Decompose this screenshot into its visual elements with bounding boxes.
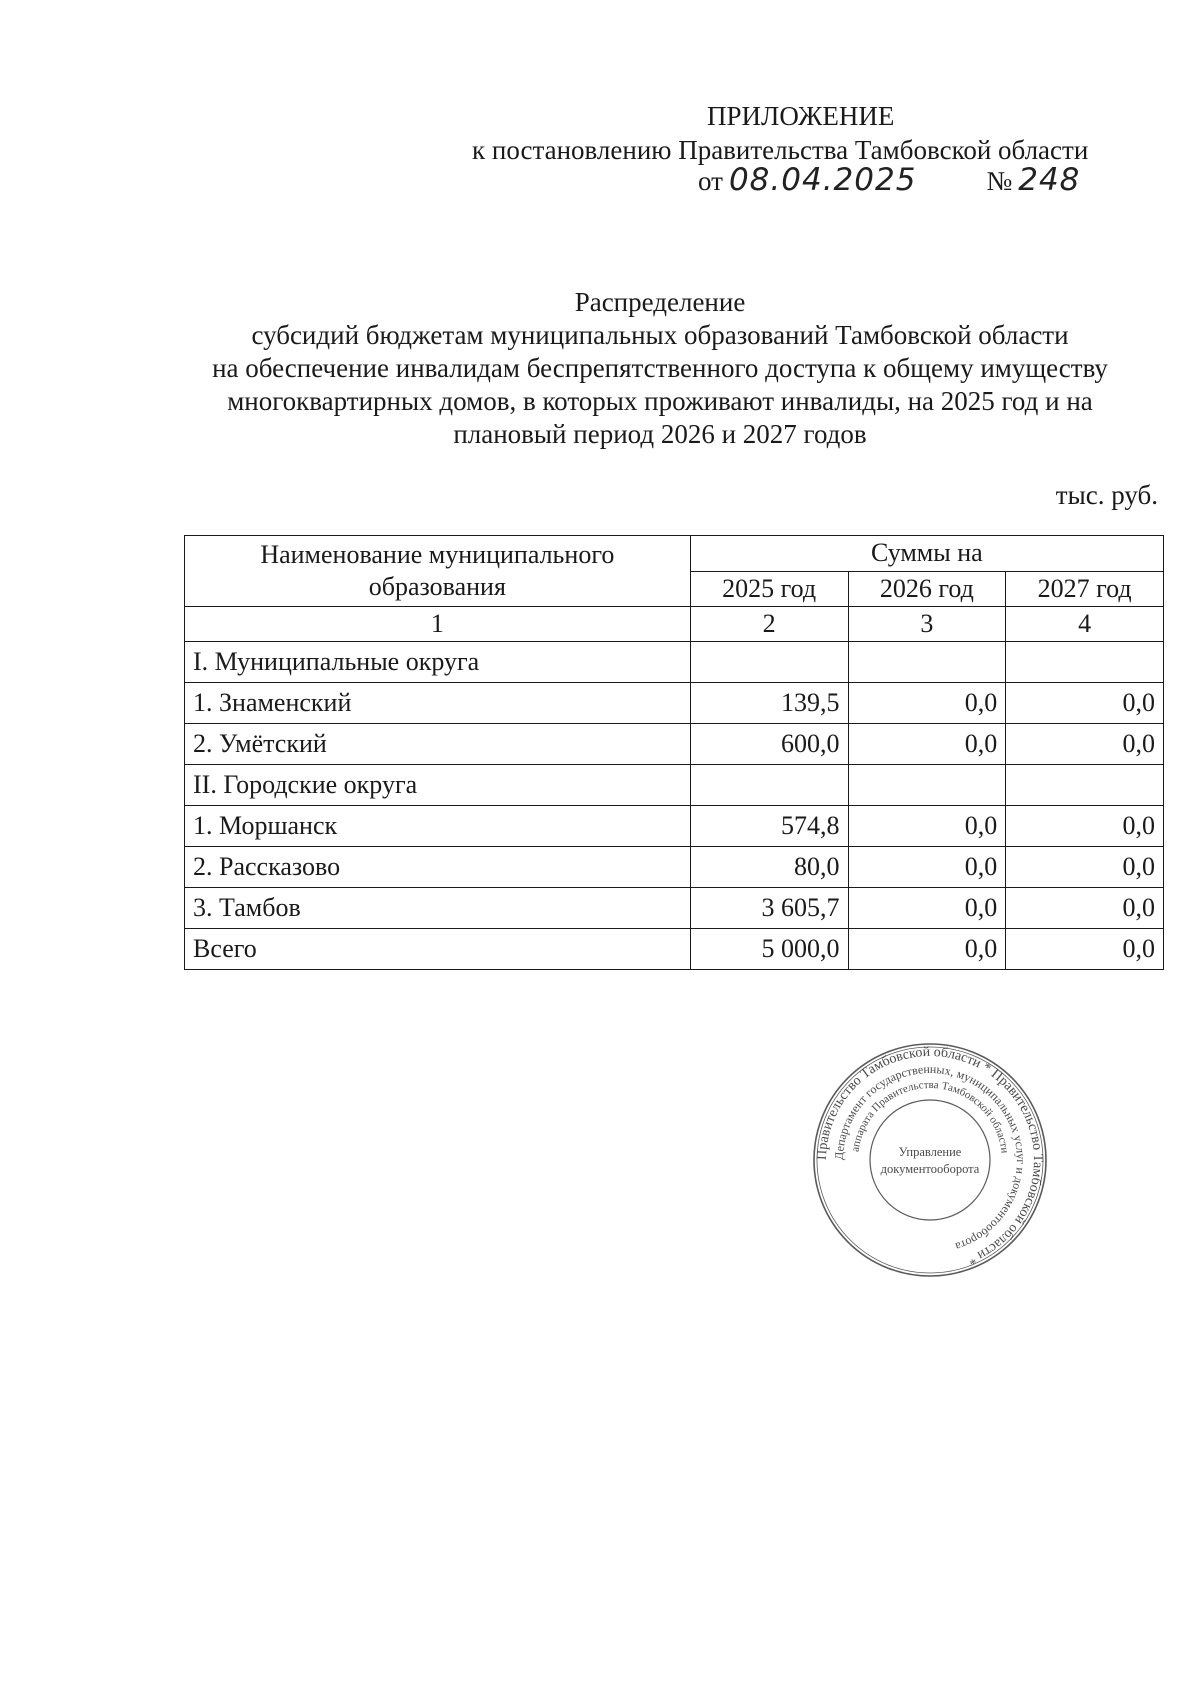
distribution-table [184,535,1164,970]
stamp-outer-text: Правительство Тамбовской области * Правительство Тамбовской области * [814,1044,1046,1268]
appendix-title: ПРИЛОЖЕНИЕ [707,101,895,131]
table-row-total [185,929,1164,970]
row-value-2026 [848,642,1006,683]
units-label: тыс. руб. [1055,480,1158,510]
stamp-middle-text: Департамент государственных, муниципальных услуг и документооборота [831,1061,1029,1254]
table-header-row [185,536,1164,572]
row-value-2025: 600,0 [690,724,848,765]
stamp-inner-text: аппарата Правительства Тамбовской области [849,1078,1011,1155]
appendix-reference: к постановлению Правительства Тамбовской области [472,135,1089,165]
row-value-2027 [1006,765,1164,806]
row-name: 1. Моршанск [185,806,691,847]
title-line-2: субсидий бюджетам муниципальных образований Тамбовской области [251,320,1069,350]
header-year-2026: 2026 год [848,571,1006,607]
row-name: 2. Умётский [185,724,691,765]
row-name: I. Муниципальные округа [185,642,691,683]
row-value-2027: 0,0 [1006,724,1164,765]
row-name: 3. Тамбов [185,888,691,929]
table-row [185,806,1164,847]
row-name: 2. Рассказово [185,847,691,888]
title-line-4: многоквартирных домов, в которых проживают инвалиды, на 2025 год и на [227,386,1093,416]
row-value-2025 [690,765,848,806]
row-value-2026: 0,0 [848,929,1006,970]
row-value-2025: 574,8 [690,806,848,847]
header-municipality-name: Наименование муниципального образования [185,536,691,607]
document-title [180,286,1140,451]
date-prefix: от [698,166,723,196]
row-name: Всего [185,929,691,970]
row-value-2026: 0,0 [848,888,1006,929]
row-value-2025: 3 605,7 [690,888,848,929]
header-year-2025: 2025 год [690,571,848,607]
header-sums: Суммы на [690,536,1163,572]
row-value-2027: 0,0 [1006,806,1164,847]
row-name: 1. Знаменский [185,683,691,724]
row-value-2027 [1006,642,1164,683]
table-row [185,642,1164,683]
table-row [185,888,1164,929]
handwritten-date: 08.04.2025 [728,162,917,198]
number-sign: № [986,166,1013,196]
row-value-2026: 0,0 [848,806,1006,847]
table-row [185,765,1164,806]
row-value-2026: 0,0 [848,847,1006,888]
row-name: II. Городские округа [185,765,691,806]
table-row [185,847,1164,888]
row-value-2026: 0,0 [848,724,1006,765]
table-column-numbers-row [185,607,1164,642]
row-value-2027: 0,0 [1006,847,1164,888]
title-line-5: плановый период 2026 и 2027 годов [453,419,867,449]
row-value-2025: 5 000,0 [690,929,848,970]
row-value-2027: 0,0 [1006,888,1164,929]
row-value-2026 [848,765,1006,806]
stamp-inner-border [870,1100,990,1220]
row-value-2025: 80,0 [690,847,848,888]
row-value-2027: 0,0 [1006,683,1164,724]
table-row [185,724,1164,765]
title-line-1: Распределение [574,287,746,317]
stamp-graphic [812,1042,1048,1278]
official-stamp [812,1042,1048,1278]
table-row [185,683,1164,724]
title-line-3: на обеспечение инвалидам беспрепятственного доступа к общему имуществу [212,353,1108,383]
row-value-2025 [690,642,848,683]
column-number: 3 [848,607,1006,642]
stamp-center-line-1: Управление [898,1145,962,1159]
row-value-2026: 0,0 [848,683,1006,724]
row-value-2025: 139,5 [690,683,848,724]
stamp-center-line-2: документооборота [880,1162,980,1176]
column-number: 2 [690,607,848,642]
row-value-2027: 0,0 [1006,929,1164,970]
column-number: 4 [1006,607,1164,642]
header-year-2027: 2027 год [1006,571,1164,607]
column-number: 1 [185,607,691,642]
handwritten-number: 248 [1018,162,1081,198]
appendix-date-line [698,164,1080,197]
